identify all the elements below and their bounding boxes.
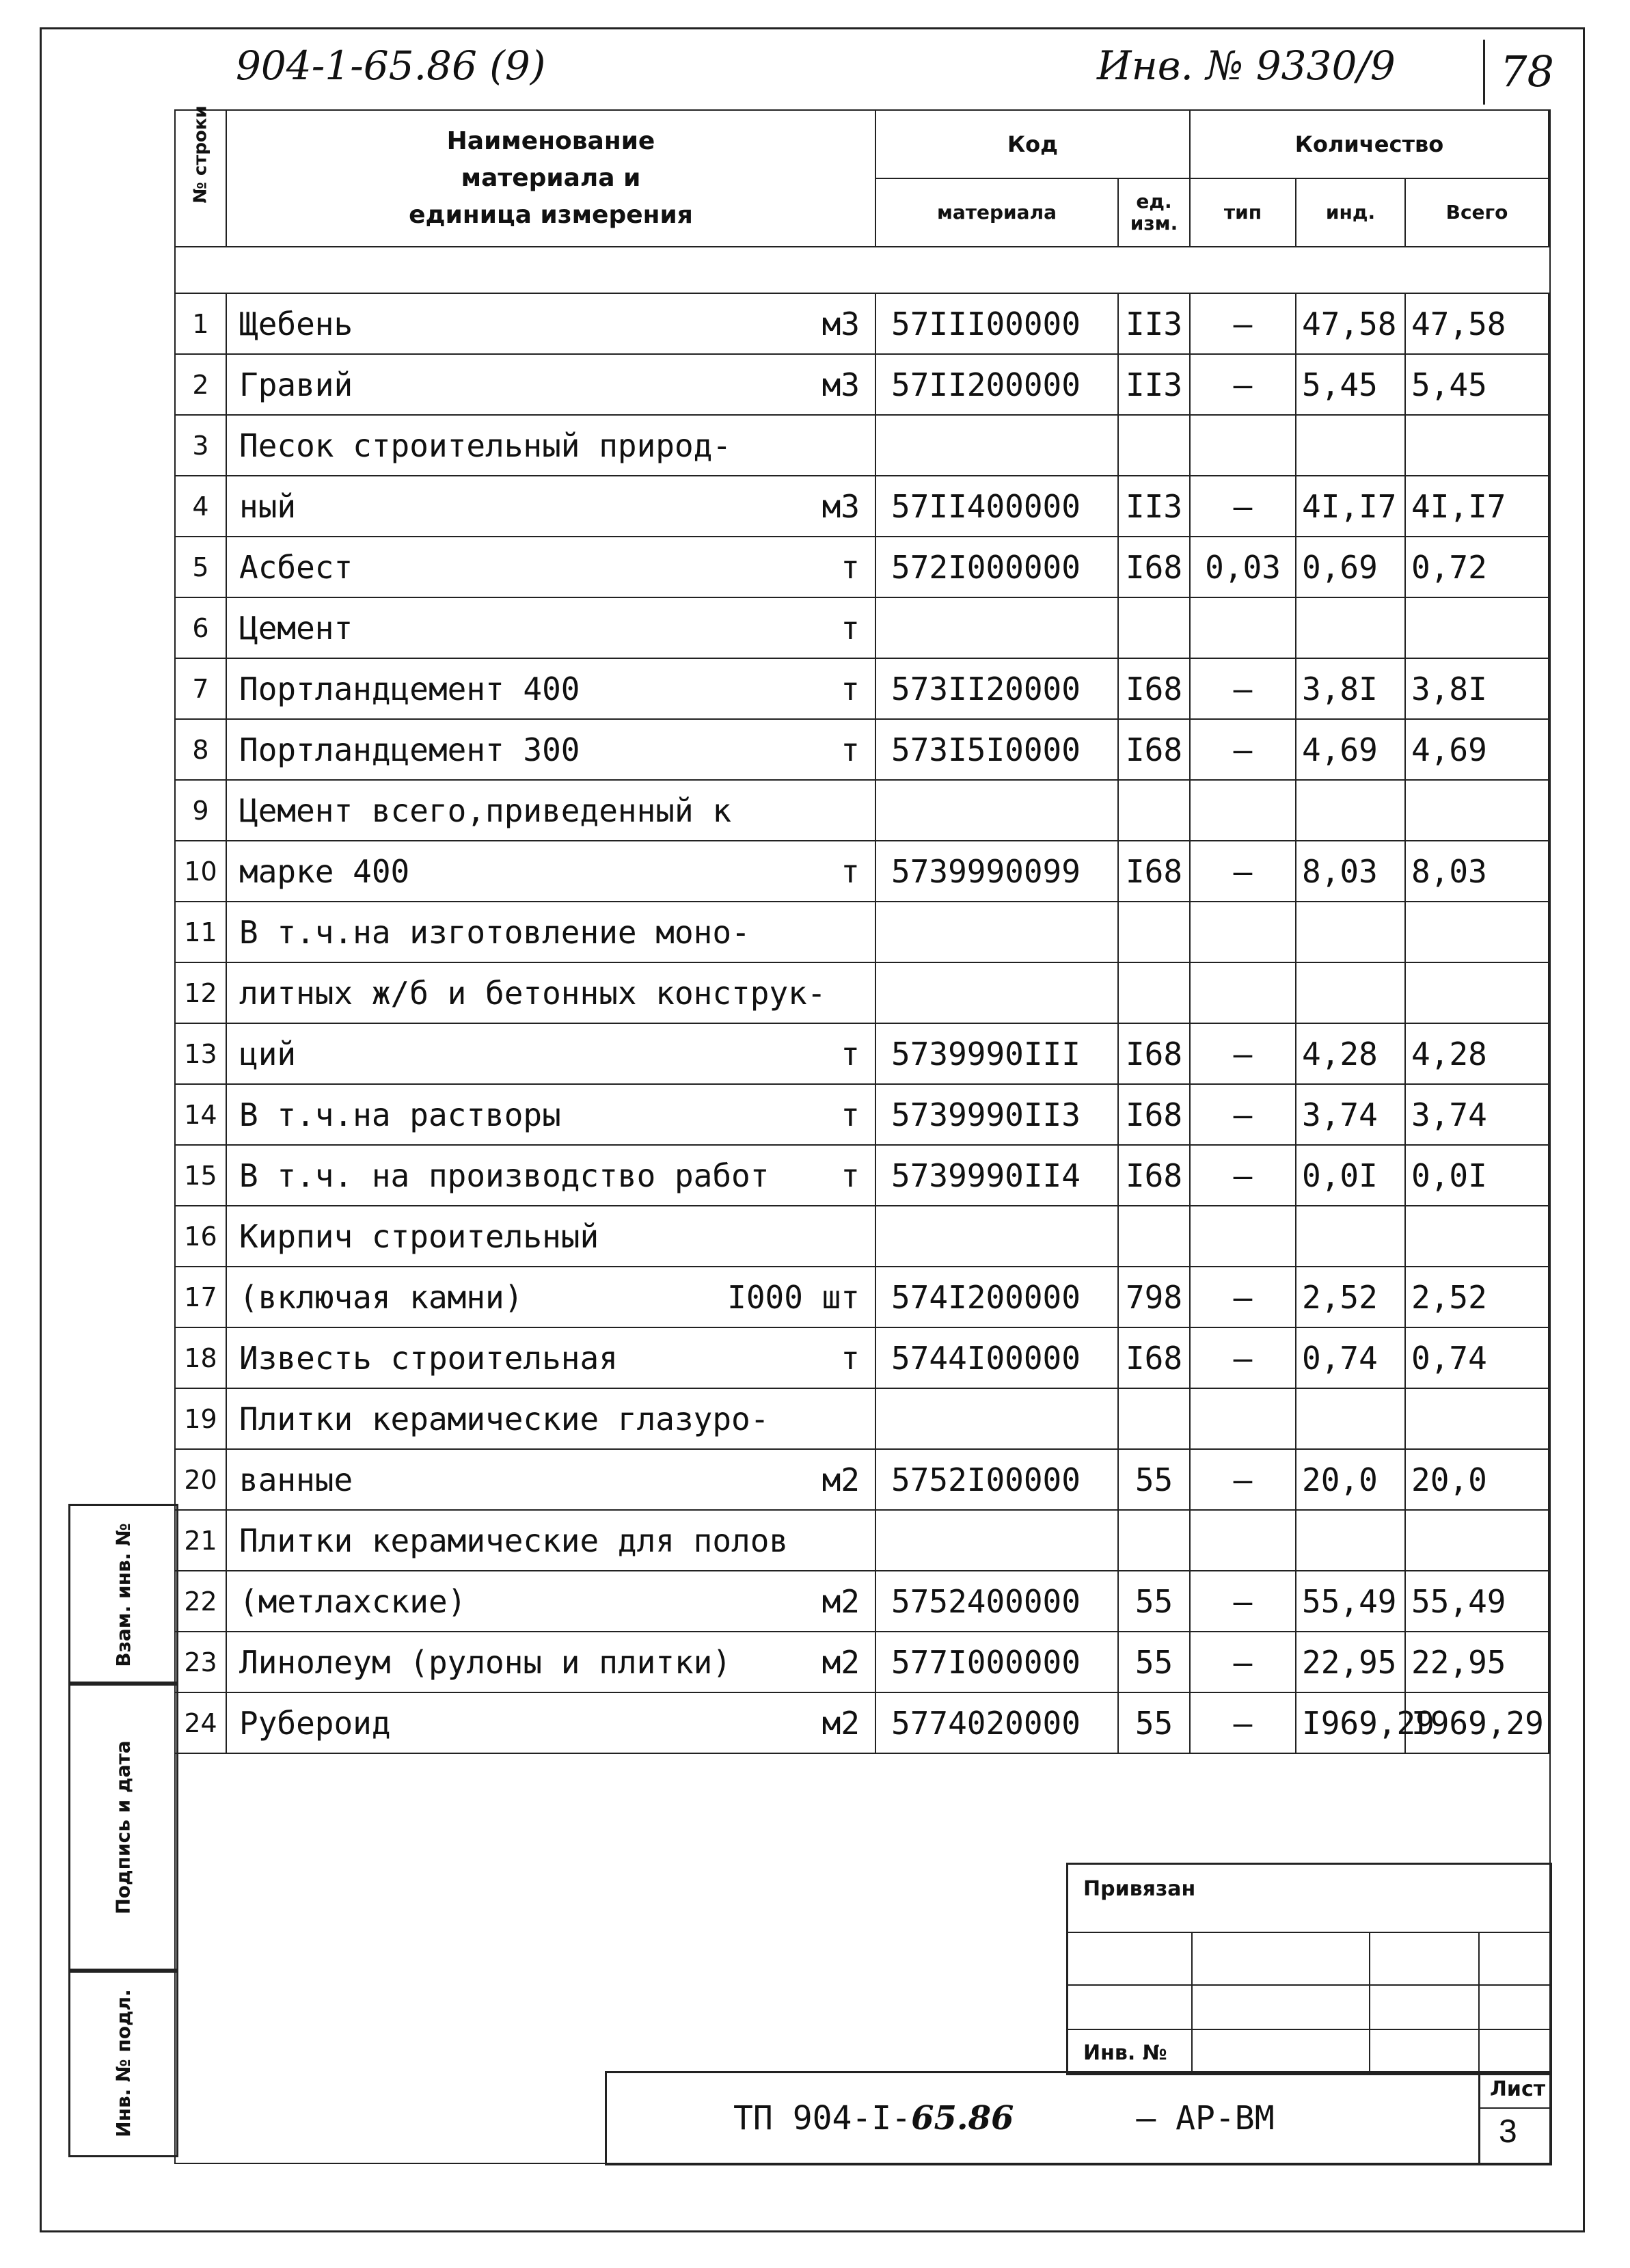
unit-code: I68 [1118, 1327, 1190, 1388]
unit-code [1118, 1510, 1190, 1571]
row-number: 23 [175, 1632, 226, 1692]
qty-type: – [1190, 1327, 1296, 1388]
material-code: 5752I00000 [875, 1449, 1118, 1510]
qty-total: 0,0I [1405, 1145, 1549, 1206]
unit-code [1118, 780, 1190, 841]
material-code: 5739990III [875, 1023, 1118, 1084]
qty-total: 4,69 [1405, 719, 1549, 780]
table-row [175, 537, 1549, 597]
page-number-divider [1483, 40, 1485, 105]
material-unit: т [841, 609, 860, 647]
material-name [226, 1571, 875, 1632]
material-name-text: ванные [239, 1461, 353, 1498]
material-name-text: В т.ч.на растворы [239, 1096, 561, 1133]
qty-individual: 3,8I [1296, 658, 1405, 719]
material-name-text: Асбест [239, 548, 353, 586]
unit-code: 55 [1118, 1632, 1190, 1692]
qty-total [1405, 1206, 1549, 1267]
qty-individual: 0,69 [1296, 537, 1405, 597]
material-name-text: литных ж/б и бетонных конструк- [239, 974, 826, 1012]
material-unit: т [841, 670, 860, 707]
qty-type: 0,03 [1190, 537, 1296, 597]
document-number-handwritten: 904-1-65.86 (9) [236, 42, 546, 89]
material-unit: т [841, 1339, 860, 1377]
material-name [226, 1692, 875, 1753]
qty-type [1190, 415, 1296, 476]
material-unit: м3 [821, 366, 860, 403]
qty-type [1190, 780, 1296, 841]
material-name-text: Плитки керамические глазуро- [239, 1400, 770, 1437]
row-number: 8 [175, 719, 226, 780]
unit-code: II3 [1118, 354, 1190, 415]
qty-type: – [1190, 1267, 1296, 1327]
qty-type [1190, 1388, 1296, 1449]
qty-total [1405, 597, 1549, 658]
table-row [175, 415, 1549, 476]
column-qty-type: тип [1190, 178, 1296, 247]
material-code: 57II400000 [875, 476, 1118, 537]
material-name [226, 841, 875, 902]
qty-total: I969,29 [1405, 1692, 1549, 1753]
inv-no-label: Инв. № [1083, 2041, 1167, 2065]
unit-code [1118, 1206, 1190, 1267]
qty-individual [1296, 1206, 1405, 1267]
qty-type: – [1190, 658, 1296, 719]
material-code: 5774020000 [875, 1692, 1118, 1753]
qty-type: – [1190, 1023, 1296, 1084]
qty-total [1405, 902, 1549, 962]
material-code: 5752400000 [875, 1571, 1118, 1632]
qty-individual: 0,0I [1296, 1145, 1405, 1206]
row-number: 2 [175, 354, 226, 415]
stamp-inv-podl: Инв. № подл. [68, 1969, 178, 2157]
material-name-text: Кирпич строительный [239, 1217, 599, 1255]
qty-individual: 3,74 [1296, 1084, 1405, 1145]
qty-total: 2,52 [1405, 1267, 1549, 1327]
table-row [175, 1388, 1549, 1449]
qty-total: 3,74 [1405, 1084, 1549, 1145]
qty-individual: 2,52 [1296, 1267, 1405, 1327]
table-row [175, 354, 1549, 415]
page-number-handwritten: 78 [1500, 46, 1554, 96]
qty-total: 4,28 [1405, 1023, 1549, 1084]
stamp-vzam-inv: Взам. инв. № [68, 1504, 178, 1686]
material-name [226, 1388, 875, 1449]
qty-individual: 20,0 [1296, 1449, 1405, 1510]
header-spacer [175, 247, 1549, 293]
material-name-text: марке 400 [239, 852, 410, 890]
qty-total [1405, 415, 1549, 476]
material-code: 5744I00000 [875, 1327, 1118, 1388]
sheet-number: 3 [1499, 2114, 1517, 2150]
drawing-code: ТП 904-I-65.86 – АР-ВМ [733, 2099, 1275, 2137]
material-name [226, 1084, 875, 1145]
material-name-text: Плитки керамические для полов [239, 1522, 789, 1559]
table-row [175, 1084, 1549, 1145]
qty-type: – [1190, 1632, 1296, 1692]
material-name-text: Линолеум (рулоны и плитки) [239, 1643, 732, 1681]
row-number: 20 [175, 1449, 226, 1510]
material-name [226, 354, 875, 415]
qty-total: 8,03 [1405, 841, 1549, 902]
material-code: 5739990II3 [875, 1084, 1118, 1145]
table-row [175, 1267, 1549, 1327]
material-code: 577I000000 [875, 1632, 1118, 1692]
unit-code: 55 [1118, 1692, 1190, 1753]
qty-individual: 8,03 [1296, 841, 1405, 902]
material-unit: т [841, 1035, 860, 1072]
material-name [226, 1632, 875, 1692]
material-name-text: Портландцемент 400 [239, 670, 580, 707]
column-material-name: Наименование материала и единица измерения [226, 110, 875, 247]
row-number: 1 [175, 293, 226, 354]
sheet-label: Лист [1490, 2077, 1546, 2101]
material-unit: м2 [821, 1461, 860, 1498]
table-row [175, 1571, 1549, 1632]
qty-total [1405, 962, 1549, 1023]
qty-total [1405, 1388, 1549, 1449]
qty-total [1405, 1510, 1549, 1571]
qty-individual: I969,29 [1296, 1692, 1405, 1753]
material-code [875, 1206, 1118, 1267]
material-name [226, 1145, 875, 1206]
material-name [226, 1206, 875, 1267]
material-name [226, 597, 875, 658]
material-unit: т [841, 548, 860, 586]
unit-code: 55 [1118, 1571, 1190, 1632]
table-row [175, 1692, 1549, 1753]
qty-individual: 4,28 [1296, 1023, 1405, 1084]
material-code: 574I200000 [875, 1267, 1118, 1327]
column-row-number: № строки [175, 110, 226, 247]
qty-total: 5,45 [1405, 354, 1549, 415]
material-code [875, 1388, 1118, 1449]
unit-code [1118, 597, 1190, 658]
qty-type: – [1190, 1084, 1296, 1145]
unit-code: I68 [1118, 841, 1190, 902]
unit-code: I68 [1118, 537, 1190, 597]
unit-code [1118, 415, 1190, 476]
material-unit: м2 [821, 1582, 860, 1620]
qty-type: – [1190, 476, 1296, 537]
column-qty-total: Всего [1405, 178, 1549, 247]
material-name [226, 1023, 875, 1084]
materials-table [174, 105, 1549, 1754]
row-number: 9 [175, 780, 226, 841]
column-group-code: Код [875, 110, 1190, 178]
table-row [175, 1206, 1549, 1267]
material-code [875, 1510, 1118, 1571]
row-number: 16 [175, 1206, 226, 1267]
qty-type: – [1190, 293, 1296, 354]
material-code [875, 902, 1118, 962]
row-number: 5 [175, 537, 226, 597]
material-name [226, 415, 875, 476]
row-number: 4 [175, 476, 226, 537]
table-row [175, 841, 1549, 902]
unit-code: I68 [1118, 1084, 1190, 1145]
qty-total: 55,49 [1405, 1571, 1549, 1632]
unit-code: II3 [1118, 476, 1190, 537]
material-code: 57III00000 [875, 293, 1118, 354]
table-row [175, 658, 1549, 719]
unit-code: I68 [1118, 1023, 1190, 1084]
material-name [226, 476, 875, 537]
qty-type: – [1190, 841, 1296, 902]
material-name-text: (метлахские) [239, 1582, 467, 1620]
material-name [226, 293, 875, 354]
material-code [875, 597, 1118, 658]
qty-type: – [1190, 1692, 1296, 1753]
material-name [226, 719, 875, 780]
qty-individual: 0,74 [1296, 1327, 1405, 1388]
unit-code [1118, 962, 1190, 1023]
material-unit: т [841, 1096, 860, 1133]
material-unit: I000 шт [727, 1278, 860, 1316]
qty-individual [1296, 597, 1405, 658]
qty-individual [1296, 415, 1405, 476]
qty-type: – [1190, 354, 1296, 415]
material-name-text: Цемент [239, 609, 353, 647]
material-name-text: Портландцемент 300 [239, 731, 580, 768]
qty-total: 0,74 [1405, 1327, 1549, 1388]
row-number: 24 [175, 1692, 226, 1753]
qty-type: – [1190, 1571, 1296, 1632]
material-code: 572I000000 [875, 537, 1118, 597]
material-code [875, 415, 1118, 476]
unit-code: I68 [1118, 719, 1190, 780]
stamp-podpis-data: Подпись и дата [68, 1682, 178, 1973]
qty-type [1190, 1206, 1296, 1267]
qty-type: – [1190, 1145, 1296, 1206]
material-name-text: Щебень [239, 305, 353, 342]
material-name [226, 1267, 875, 1327]
material-name-text: ций [239, 1035, 297, 1072]
row-number: 12 [175, 962, 226, 1023]
drawing-stamp [605, 2071, 1552, 2165]
table-row [175, 780, 1549, 841]
material-name-text: Известь строительная [239, 1339, 618, 1377]
material-code: 5739990II4 [875, 1145, 1118, 1206]
table-row [175, 1145, 1549, 1206]
material-name-text: ный [239, 487, 297, 525]
qty-total [1405, 780, 1549, 841]
material-name [226, 902, 875, 962]
qty-individual: 55,49 [1296, 1571, 1405, 1632]
material-unit: м2 [821, 1643, 860, 1681]
material-unit: т [841, 731, 860, 768]
material-unit: м2 [821, 1704, 860, 1742]
table-row [175, 1632, 1549, 1692]
qty-individual [1296, 962, 1405, 1023]
qty-individual [1296, 1388, 1405, 1449]
qty-total: 4I,I7 [1405, 476, 1549, 537]
qty-individual [1296, 780, 1405, 841]
material-unit: м3 [821, 487, 860, 525]
unit-code [1118, 1388, 1190, 1449]
row-number: 14 [175, 1084, 226, 1145]
table-row [175, 902, 1549, 962]
material-name-text: В т.ч.на изготовление моно- [239, 913, 750, 951]
material-name-text: В т.ч. на производство работ [239, 1157, 770, 1194]
table-row [175, 1449, 1549, 1510]
qty-individual: 47,58 [1296, 293, 1405, 354]
qty-individual: 4,69 [1296, 719, 1405, 780]
material-unit: т [841, 852, 860, 890]
unit-code [1118, 902, 1190, 962]
material-name-text: (включая камни) [239, 1278, 524, 1316]
qty-total: 3,8I [1405, 658, 1549, 719]
material-name [226, 1449, 875, 1510]
row-number: 10 [175, 841, 226, 902]
table-row [175, 1510, 1549, 1571]
qty-total: 22,95 [1405, 1632, 1549, 1692]
row-number: 3 [175, 415, 226, 476]
qty-individual [1296, 902, 1405, 962]
qty-type: – [1190, 719, 1296, 780]
inventory-number-handwritten: Инв. № 9330/9 [1097, 42, 1396, 89]
qty-total: 0,72 [1405, 537, 1549, 597]
table-row [175, 719, 1549, 780]
row-number: 17 [175, 1267, 226, 1327]
qty-type [1190, 1510, 1296, 1571]
material-unit: м3 [821, 305, 860, 342]
qty-individual: 4I,I7 [1296, 476, 1405, 537]
qty-individual [1296, 1510, 1405, 1571]
table-row [175, 1327, 1549, 1388]
qty-total: 47,58 [1405, 293, 1549, 354]
unit-code: I68 [1118, 1145, 1190, 1206]
row-number: 15 [175, 1145, 226, 1206]
material-code: 573I5I0000 [875, 719, 1118, 780]
unit-code: II3 [1118, 293, 1190, 354]
row-number: 21 [175, 1510, 226, 1571]
material-name [226, 962, 875, 1023]
row-number: 7 [175, 658, 226, 719]
column-group-quantity: Количество [1190, 110, 1549, 178]
row-number: 11 [175, 902, 226, 962]
column-code-unit: ед. изм. [1118, 178, 1190, 247]
unit-code: I68 [1118, 658, 1190, 719]
material-code: 573II20000 [875, 658, 1118, 719]
material-name [226, 780, 875, 841]
qty-type: – [1190, 1449, 1296, 1510]
material-code: 5739990099 [875, 841, 1118, 902]
qty-type [1190, 597, 1296, 658]
material-name [226, 658, 875, 719]
column-qty-ind: инд. [1296, 178, 1405, 247]
material-name-text: Песок строительный природ- [239, 427, 732, 464]
row-number: 22 [175, 1571, 226, 1632]
material-name [226, 537, 875, 597]
material-name-text: Гравий [239, 366, 353, 403]
privyazan-block [1066, 1863, 1552, 2075]
qty-individual: 5,45 [1296, 354, 1405, 415]
material-name [226, 1510, 875, 1571]
material-code: 57II200000 [875, 354, 1118, 415]
material-code [875, 962, 1118, 1023]
unit-code: 55 [1118, 1449, 1190, 1510]
material-name [226, 1327, 875, 1388]
table-row [175, 1023, 1549, 1084]
row-number: 13 [175, 1023, 226, 1084]
column-code-material: материала [875, 178, 1118, 247]
table-row [175, 962, 1549, 1023]
row-number: 19 [175, 1388, 226, 1449]
qty-total: 20,0 [1405, 1449, 1549, 1510]
qty-type [1190, 902, 1296, 962]
unit-code: 798 [1118, 1267, 1190, 1327]
row-number: 6 [175, 597, 226, 658]
table-row [175, 293, 1549, 354]
privyazan-label: Привязан [1083, 1877, 1196, 1901]
material-name-text: Рубероид [239, 1704, 391, 1742]
material-code [875, 780, 1118, 841]
material-unit: т [841, 1157, 860, 1194]
qty-type [1190, 962, 1296, 1023]
table-row [175, 476, 1549, 537]
material-name-text: Цемент всего,приведенный к [239, 792, 732, 829]
table-row [175, 597, 1549, 658]
row-number: 18 [175, 1327, 226, 1388]
qty-individual: 22,95 [1296, 1632, 1405, 1692]
